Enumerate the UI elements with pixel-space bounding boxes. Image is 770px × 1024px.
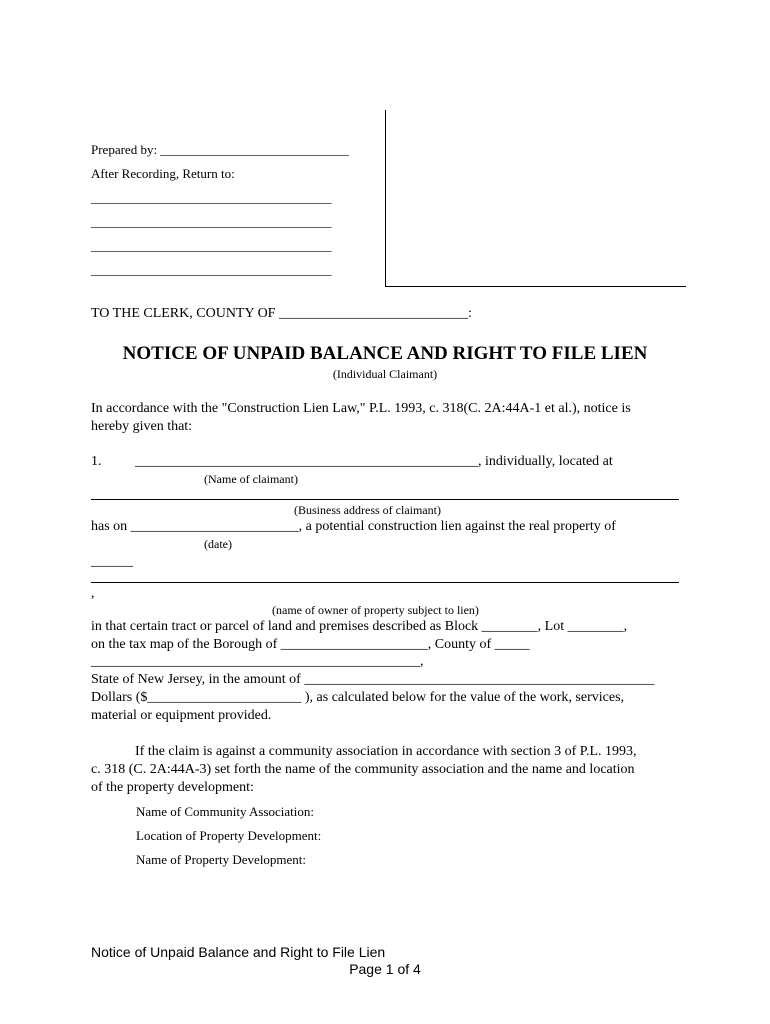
property-development-label: Name of Property Development: <box>136 852 307 867</box>
claimant-caption: (Name of claimant) <box>204 472 298 486</box>
claimant-line: _________________________________________________, individually, located at <box>135 454 613 469</box>
intro-line-1: In accordance with the "Construction Lien Law," P.L. 1993, c. 318(C. 2A:44A-1 et al.), notice is <box>91 401 631 416</box>
tax-map-line: on the tax map of the Borough of _____________________, County of _____ <box>91 637 530 652</box>
return-line-4: _____________________________________ <box>91 262 332 277</box>
date-caption: (date) <box>204 537 232 551</box>
community-line-2: c. 318 (C. 2A:44A-3) set forth the name of the community association and the name and location <box>91 762 635 777</box>
prepared-by-field: Prepared by: _____________________________ <box>91 142 349 157</box>
page-title: NOTICE OF UNPAID BALANCE AND RIGHT TO FILE LIEN <box>122 343 648 364</box>
after-recording-label: After Recording, Return to: <box>91 166 235 181</box>
footer-page-number: Page 1 of 4 <box>349 961 421 977</box>
recording-box-left-border <box>385 110 386 286</box>
short-blank: ______ <box>91 554 133 569</box>
return-line-1: _____________________________________ <box>91 190 332 205</box>
county-continuation-line: _______________________________________________, <box>91 654 424 669</box>
property-location-label: Location of Property Development: <box>136 828 322 843</box>
community-line-1: If the claim is against a community association in accordance with section 3 of P.L. 1993, <box>135 744 637 759</box>
return-line-2: _____________________________________ <box>91 214 332 229</box>
recording-box-bottom-border <box>385 286 686 287</box>
owner-caption: (name of owner of property subject to lien) <box>272 603 479 617</box>
clerk-county-line: TO THE CLERK, COUNTY OF ___________________________: <box>91 306 472 321</box>
business-address-line <box>91 499 679 500</box>
has-on-line: has on ________________________, a potential construction lien against the real property of <box>91 519 616 534</box>
footer-document-name: Notice of Unpaid Balance and Right to File Lien <box>91 944 386 960</box>
dollars-line: Dollars ($______________________ ), as calculated below for the value of the work, services, <box>91 690 625 705</box>
return-line-3: _____________________________________ <box>91 238 332 253</box>
page-subtitle: (Individual Claimant) <box>332 367 438 381</box>
owner-name-line <box>91 582 679 583</box>
item-number: 1. <box>91 454 102 469</box>
tract-line: in that certain tract or parcel of land and premises described as Block ________, Lot ________, <box>91 619 628 634</box>
state-amount-line: State of New Jersey, in the amount of __________________________________________________ <box>91 672 655 687</box>
owner-comma: , <box>91 586 95 601</box>
intro-line-2: hereby given that: <box>91 419 193 434</box>
material-line: material or equipment provided. <box>91 708 272 723</box>
community-line-3: of the property development: <box>91 780 254 795</box>
business-caption: (Business address of claimant) <box>294 503 441 517</box>
community-name-label: Name of Community Association: <box>136 804 315 819</box>
